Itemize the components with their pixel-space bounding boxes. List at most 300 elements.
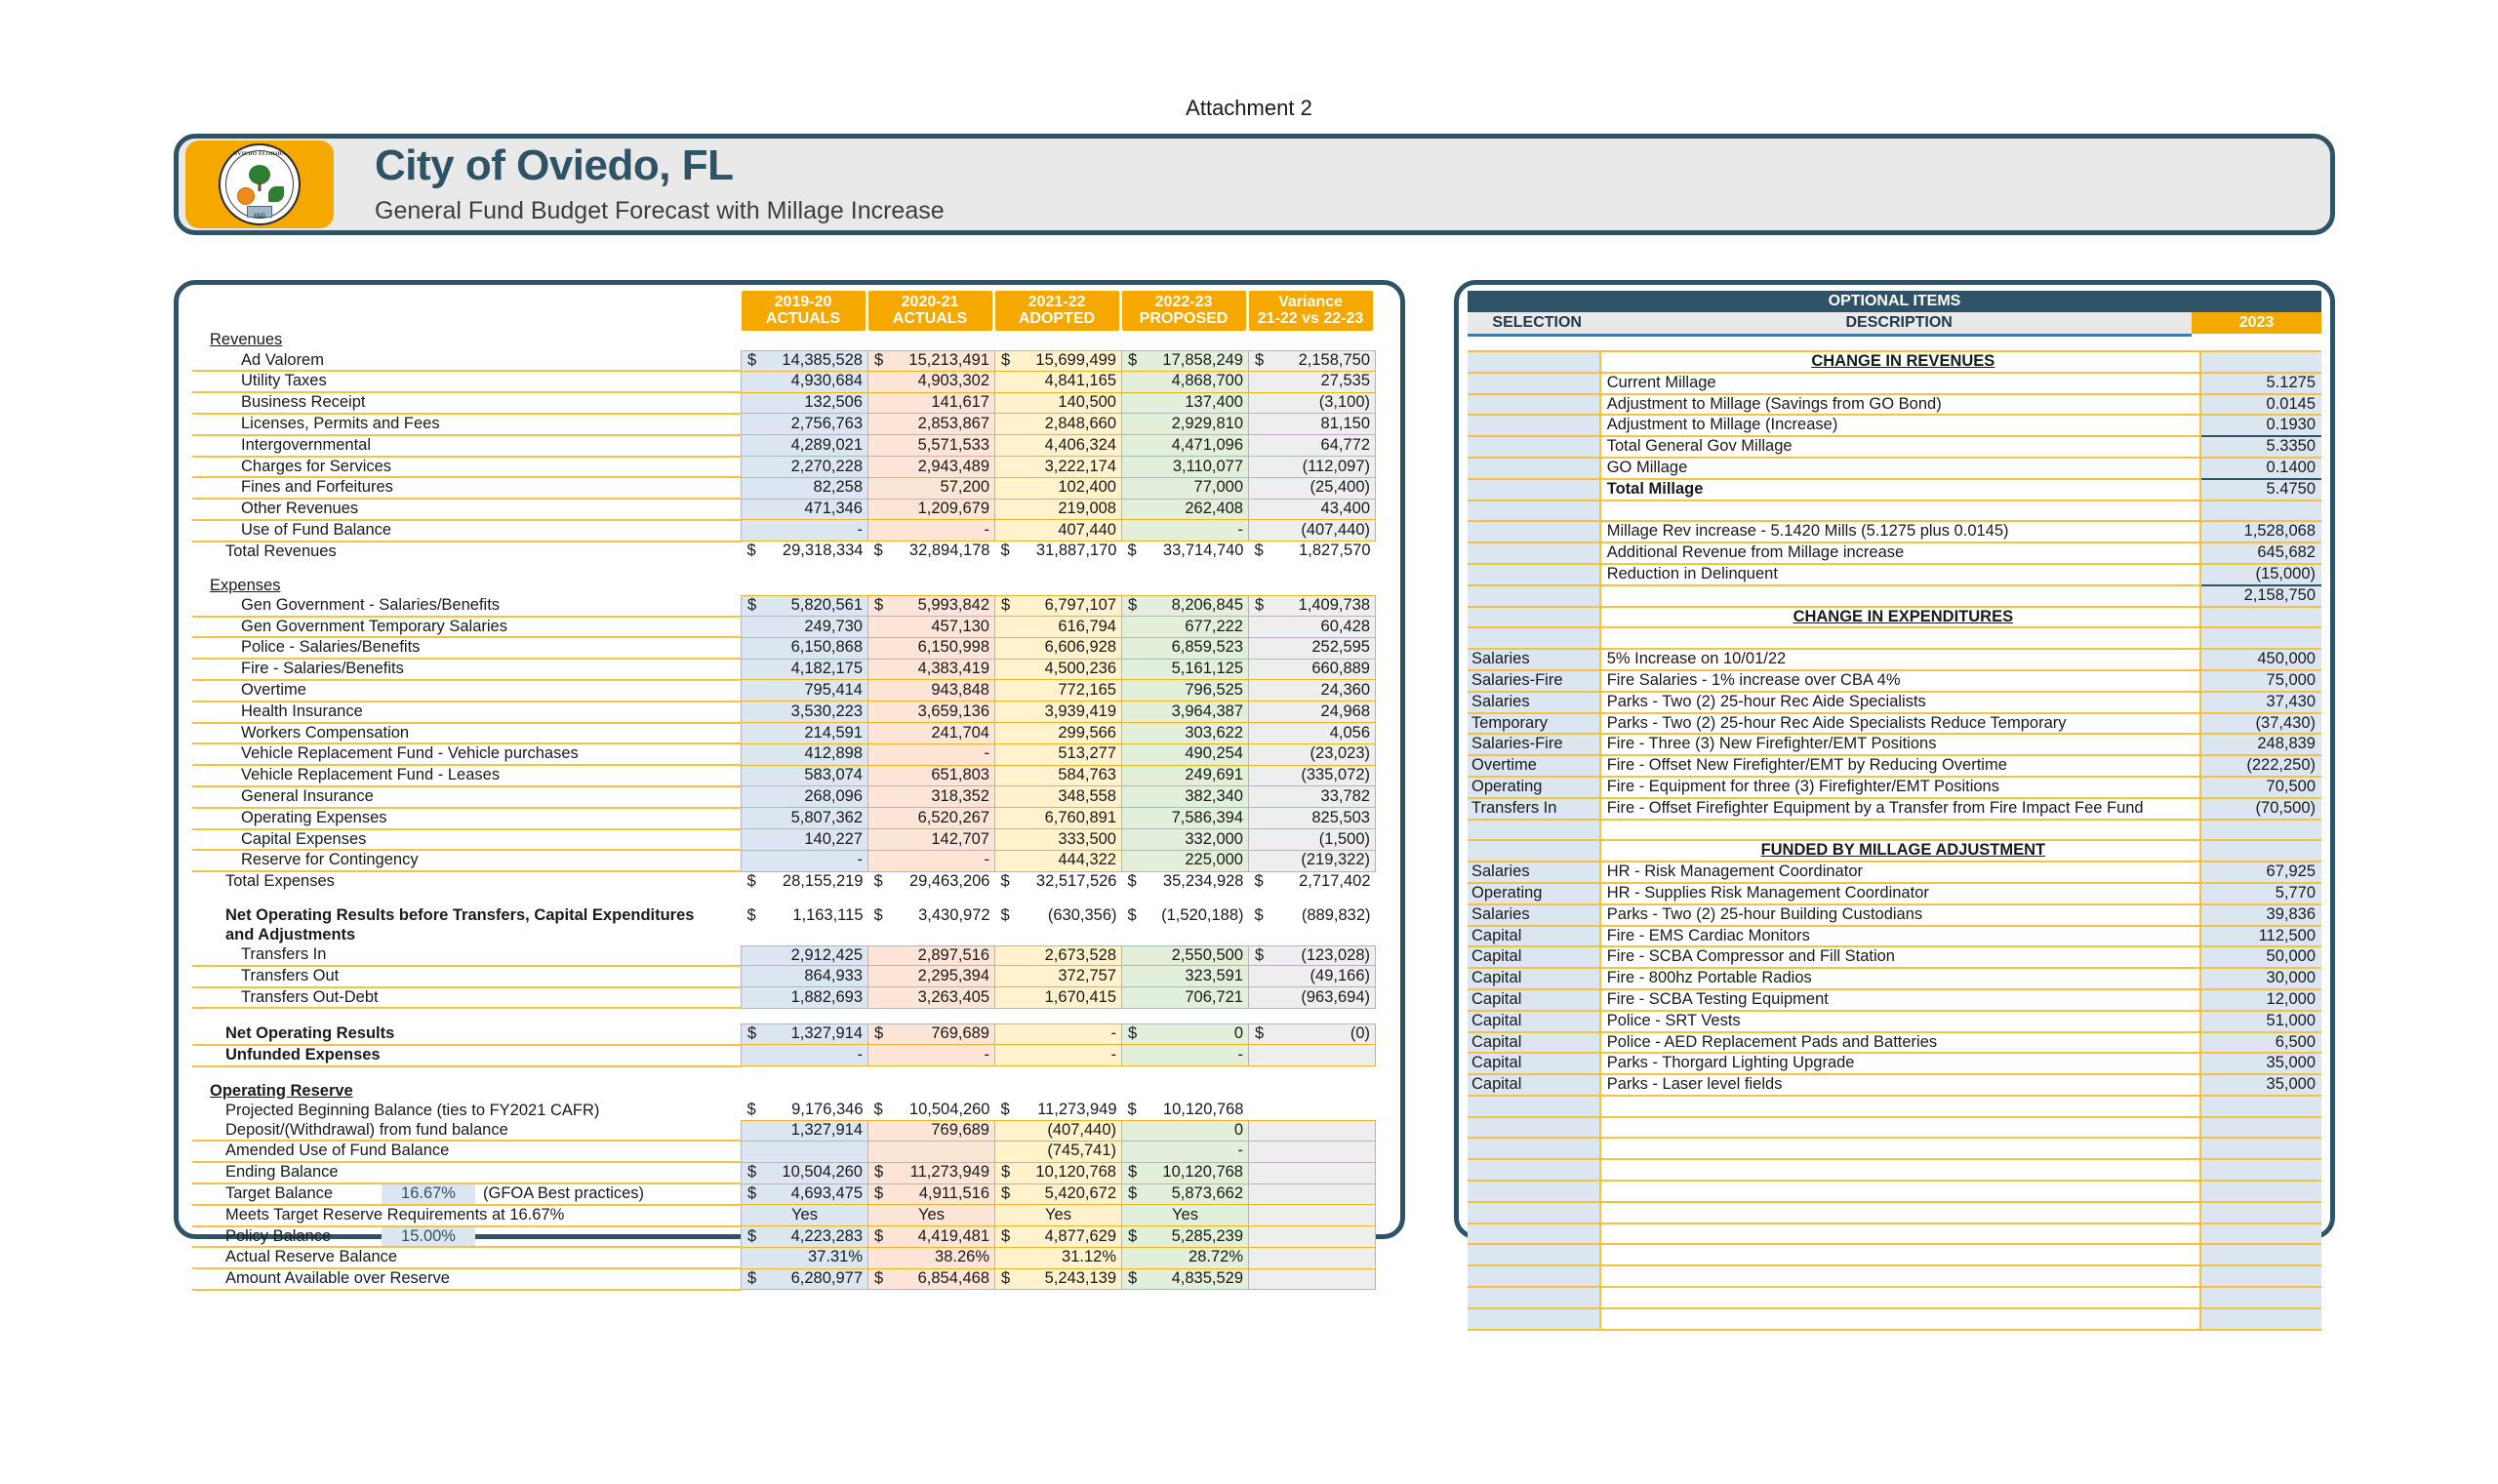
column-header-1: 2019-20 ACTUALS: [742, 291, 868, 331]
table-row: [192, 457, 1376, 478]
column-header-2: 2020-21 ACTUALS: [868, 291, 995, 331]
selection-cell[interactable]: Capital: [1468, 989, 1600, 1011]
value-cell: 450,000: [2200, 649, 2321, 670]
seal-orange-icon: [237, 187, 255, 205]
budget-cell: 27,535: [1249, 371, 1376, 392]
budget-cell: (219,322): [1249, 850, 1376, 871]
selection-cell[interactable]: Salaries: [1468, 692, 1600, 713]
description-cell: Fire Salaries - 1% increase over CBA 4%: [1600, 670, 2200, 692]
selection-cell[interactable]: [1468, 436, 1600, 458]
budget-cell: 137,400: [1122, 392, 1249, 414]
row-label: Fire - Salaries/Benefits: [192, 659, 742, 680]
column-header-5: Variance 21-22 vs 22-23: [1249, 291, 1376, 331]
budget-cell: 4,289,021: [742, 435, 868, 457]
budget-cell: 1,670,415: [995, 987, 1122, 1009]
value-cell: [2200, 1287, 2321, 1308]
budget-cell: [1249, 1082, 1376, 1102]
budget-cell: $ 32,894,178: [868, 541, 995, 562]
selection-cell[interactable]: Transfers In: [1468, 798, 1600, 820]
budget-cell: $ (123,028): [1249, 945, 1376, 966]
budget-cell: [1122, 926, 1249, 945]
seal-leaf-icon: [268, 186, 284, 202]
optional-item-row: [1468, 1202, 2321, 1223]
expenses-label: Expenses: [210, 576, 281, 594]
budget-cell: Yes: [1122, 1205, 1249, 1226]
budget-cell: $ 6,854,468: [868, 1268, 995, 1290]
budget-cell: 2,853,867: [868, 414, 995, 435]
value-cell: 5,770: [2200, 883, 2321, 904]
optional-item-row: [1468, 798, 2321, 820]
description-cell: Police - AED Replacement Pads and Batteries: [1600, 1032, 2200, 1054]
table-row: [192, 1121, 1376, 1142]
description-cell: [1600, 1159, 2200, 1181]
budget-cell: (407,440): [1249, 520, 1376, 541]
budget-cell: 0: [1122, 1121, 1249, 1142]
page-title: City of Oviedo, FL: [375, 140, 734, 189]
budget-cell: [1249, 1183, 1376, 1205]
optional-item-row: [1468, 734, 2321, 755]
description-cell: [1600, 1202, 2200, 1223]
description-cell: Parks - Two (2) 25-hour Rec Aide Specialists: [1600, 692, 2200, 713]
selection-cell[interactable]: [1468, 1287, 1600, 1308]
budget-cell: 24,360: [1249, 680, 1376, 702]
budget-cell: 583,074: [742, 765, 868, 786]
budget-cell: -: [1122, 1045, 1249, 1066]
seal-trunk-icon: [259, 182, 262, 191]
selection-cell[interactable]: Operating: [1468, 883, 1600, 904]
description-cell: Parks - Two (2) 25-hour Rec Aide Specialists Reduce Temporary: [1600, 713, 2200, 735]
budget-cell: 77,000: [1122, 477, 1249, 499]
budget-cell: [995, 576, 1122, 595]
budget-cell: -: [868, 1045, 995, 1066]
budget-cell: $ 9,176,346: [742, 1101, 868, 1120]
value-cell: [2200, 840, 2321, 862]
value-cell: 5.3350: [2200, 436, 2321, 458]
row-label: Deposit/(Withdrawal) from fund balance: [192, 1121, 742, 1142]
selection-cell[interactable]: [1468, 1138, 1600, 1159]
selection-cell[interactable]: Capital: [1468, 968, 1600, 989]
description-cell: [1600, 1287, 2200, 1308]
budget-cell: $ 33,714,740: [1122, 541, 1249, 562]
table-row: [192, 945, 1376, 966]
selection-cell[interactable]: [1468, 1159, 1600, 1181]
description-cell: Fire - EMS Cardiac Monitors: [1600, 926, 2200, 947]
budget-cell: 6,150,998: [868, 637, 995, 659]
budget-cell: 37.31%: [742, 1247, 868, 1268]
budget-cell: 772,165: [995, 680, 1122, 702]
budget-cell: $ 1,827,570: [1249, 541, 1376, 562]
budget-cell: -: [742, 1045, 868, 1066]
value-cell: [2200, 1223, 2321, 1245]
budget-cell: [868, 1082, 995, 1102]
description-cell: Adjustment to Millage (Increase): [1600, 415, 2200, 436]
spacer: [192, 291, 742, 331]
optional-item-row: [1468, 373, 2321, 394]
budget-cell: 4,056: [1249, 723, 1376, 744]
selection-cell[interactable]: [1468, 415, 1600, 436]
budget-cell: 31.12%: [995, 1247, 1122, 1268]
budget-cell: [1249, 1162, 1376, 1183]
budget-cell: 2,673,528: [995, 945, 1122, 966]
budget-cell: 3,110,077: [1122, 457, 1249, 478]
description-cell: Current Millage: [1600, 373, 2200, 394]
budget-cell: [742, 1082, 868, 1102]
selection-cell[interactable]: Salaries-Fire: [1468, 670, 1600, 692]
budget-cell: [1249, 1247, 1376, 1268]
selection-cell[interactable]: [1468, 564, 1600, 585]
selection-cell[interactable]: Capital: [1468, 1032, 1600, 1054]
budget-cell: 412,898: [742, 743, 868, 765]
row-label: Ending Balance: [192, 1162, 742, 1183]
group-title: CHANGE IN REVENUES: [1600, 351, 2200, 373]
budget-cell: 651,803: [868, 765, 995, 786]
row-label: Transfers In: [192, 945, 742, 966]
table-row: [192, 1162, 1376, 1183]
seal-bottom-text: 1925: [253, 213, 266, 219]
value-cell: 0.1400: [2200, 458, 2321, 479]
value-cell: 75,000: [2200, 670, 2321, 692]
optional-item-row: [1468, 862, 2321, 883]
budget-cell: $ 5,420,672: [995, 1183, 1122, 1205]
table-row: [192, 723, 1376, 744]
budget-cell: $ 4,419,481: [868, 1226, 995, 1248]
optional-item-row: [1468, 670, 2321, 692]
budget-cell: $ 3,430,972: [868, 906, 995, 926]
budget-cell: $ 10,504,260: [742, 1162, 868, 1183]
row-label: Workers Compensation: [192, 723, 742, 744]
selection-cell[interactable]: Temporary: [1468, 713, 1600, 735]
budget-cell: $ 4,223,283: [742, 1226, 868, 1248]
budget-cell: $ 4,911,516: [868, 1183, 995, 1205]
description-cell: Parks - Two (2) 25-hour Building Custodians: [1600, 904, 2200, 926]
budget-cell: 616,794: [995, 617, 1122, 638]
optional-item-row: [1468, 501, 2321, 522]
optional-items-title: OPTIONAL ITEMS: [1468, 291, 2321, 312]
budget-cell: $ 1,409,738: [1249, 596, 1376, 617]
budget-cell: 4,841,165: [995, 371, 1122, 392]
budget-cell: (963,694): [1249, 987, 1376, 1009]
optional-item-row: [1468, 968, 2321, 989]
optional-item-row: [1468, 820, 2321, 841]
budget-cell: 5,571,533: [868, 435, 995, 457]
budget-cell: 323,591: [1122, 966, 1249, 987]
budget-cell: 303,622: [1122, 723, 1249, 744]
budget-cell: 4,182,175: [742, 659, 868, 680]
budget-cell: [1249, 1141, 1376, 1162]
selection-cell[interactable]: [1468, 458, 1600, 479]
selection-cell[interactable]: [1468, 840, 1600, 862]
description-cell: [1600, 1138, 2200, 1159]
budget-cell: [1249, 1226, 1376, 1248]
row-label: Health Insurance: [192, 702, 742, 723]
row-label: Gen Government - Salaries/Benefits: [192, 596, 742, 617]
description-cell: Parks - Thorgard Lighting Upgrade: [1600, 1053, 2200, 1074]
budget-cell: $ 14,385,528: [742, 351, 868, 372]
selection-cell[interactable]: [1468, 1308, 1600, 1330]
budget-cell: [1249, 331, 1376, 350]
budget-cell: $ 5,243,139: [995, 1268, 1122, 1290]
budget-cell: 6,150,868: [742, 637, 868, 659]
value-cell: [2200, 1244, 2321, 1265]
budget-cell: 3,659,136: [868, 702, 995, 723]
optional-item-row: [1468, 521, 2321, 542]
table-row: [192, 520, 1376, 541]
city-seal-tile: [185, 140, 334, 228]
row-label: Charges for Services: [192, 457, 742, 478]
reserve-label: Operating Reserve: [210, 1081, 353, 1100]
optional-item-row: [1468, 1308, 2321, 1330]
value-cell: 35,000: [2200, 1074, 2321, 1096]
description-cell: [1600, 1265, 2200, 1287]
row-label: Amount Available over Reserve: [192, 1268, 742, 1290]
budget-cell: 262,408: [1122, 499, 1249, 520]
row-label: Meets Target Reserve Requirements at 16.67%: [192, 1205, 742, 1226]
table-row: [192, 371, 1376, 392]
budget-cell: 457,130: [868, 617, 995, 638]
table-row: [192, 743, 1376, 765]
budget-cell: $ 32,517,526: [995, 871, 1122, 892]
budget-cell: 60,428: [1249, 617, 1376, 638]
budget-cell: 252,595: [1249, 637, 1376, 659]
optional-group-row: [1468, 607, 2321, 628]
budget-cell: 348,558: [995, 786, 1122, 808]
selection-cell[interactable]: [1468, 1096, 1600, 1117]
budget-cell: 2,848,660: [995, 414, 1122, 435]
budget-cell: [742, 331, 868, 350]
optional-items-panel: [1454, 280, 2335, 1239]
budget-cell: 796,525: [1122, 680, 1249, 702]
selection-cell[interactable]: [1468, 1181, 1600, 1202]
selection-cell[interactable]: Salaries-Fire: [1468, 734, 1600, 755]
row-label: Business Receipt: [192, 392, 742, 414]
table-row: [192, 702, 1376, 723]
selection-cell[interactable]: [1468, 501, 1600, 522]
budget-cell: 6,760,891: [995, 808, 1122, 829]
selection-cell[interactable]: [1468, 479, 1600, 501]
table-row: [192, 1205, 1376, 1226]
row-label: Policy Balance 15.00%: [192, 1226, 742, 1248]
selection-cell[interactable]: [1468, 1265, 1600, 1287]
budget-cell: $ 11,273,949: [868, 1162, 995, 1183]
budget-cell: (112,097): [1249, 457, 1376, 478]
selection-cell[interactable]: Capital: [1468, 1011, 1600, 1032]
row-label: Use of Fund Balance: [192, 520, 742, 541]
selection-cell[interactable]: Salaries: [1468, 862, 1600, 883]
selection-cell[interactable]: Capital: [1468, 926, 1600, 947]
table-row: [192, 808, 1376, 829]
selection-cell[interactable]: [1468, 585, 1600, 607]
budget-cell: $ 10,504,260: [868, 1101, 995, 1120]
budget-cell: 3,530,223: [742, 702, 868, 723]
value-cell: (222,250): [2200, 755, 2321, 777]
description-cell: Fire - Offset Firefighter Equipment by a Transfer from Fire Impact Fee Fund: [1600, 798, 2200, 820]
value-cell: 30,000: [2200, 968, 2321, 989]
budget-cell: 4,903,302: [868, 371, 995, 392]
optional-item-row: [1468, 1138, 2321, 1159]
budget-cell: $ 2,717,402: [1249, 871, 1376, 892]
value-cell: [2200, 1308, 2321, 1330]
budget-cell: Yes: [742, 1205, 868, 1226]
optional-items-table: [1468, 350, 2321, 1331]
value-cell: [2200, 1159, 2321, 1181]
selection-cell[interactable]: [1468, 820, 1600, 841]
value-cell: [2200, 627, 2321, 649]
selection-cell[interactable]: Salaries: [1468, 904, 1600, 926]
budget-cell: 2,270,228: [742, 457, 868, 478]
value-cell: 6,500: [2200, 1032, 2321, 1054]
selection-cell[interactable]: [1468, 373, 1600, 394]
selection-cell[interactable]: [1468, 351, 1600, 373]
budget-cell: 82,258: [742, 477, 868, 499]
row-label: Net Operating Results: [192, 1024, 742, 1045]
row-label: Intergovernmental: [192, 435, 742, 457]
budget-cell: [995, 1082, 1122, 1102]
budget-cell: [995, 926, 1122, 945]
budget-cell: 81,150: [1249, 414, 1376, 435]
budget-cell: (25,400): [1249, 477, 1376, 499]
budget-cell: 825,503: [1249, 808, 1376, 829]
row-label: Police - Salaries/Benefits: [192, 637, 742, 659]
budget-cell: 3,222,174: [995, 457, 1122, 478]
description-cell: [1600, 1117, 2200, 1139]
description-cell: [1600, 1244, 2200, 1265]
selection-cell[interactable]: Capital: [1468, 1053, 1600, 1074]
selection-cell[interactable]: Capital: [1468, 946, 1600, 968]
budget-cell: 382,340: [1122, 786, 1249, 808]
description-cell: [1600, 820, 2200, 841]
description-cell: [1600, 627, 2200, 649]
optional-item-row: [1468, 1265, 2321, 1287]
budget-cell: 2,295,394: [868, 966, 995, 987]
selection-cell[interactable]: [1468, 1223, 1600, 1245]
table-row: [192, 414, 1376, 435]
description-cell: Fire - SCBA Testing Equipment: [1600, 989, 2200, 1011]
value-cell: 5.4750: [2200, 479, 2321, 501]
row-label: Vehicle Replacement Fund - Leases: [192, 765, 742, 786]
column-header-description: DESCRIPTION: [1606, 312, 2192, 337]
budget-cell: [868, 926, 995, 945]
selection-cell[interactable]: [1468, 627, 1600, 649]
value-cell: 112,500: [2200, 926, 2321, 947]
seal-tree-icon: [249, 165, 270, 184]
budget-cell: $ 10,120,768: [1122, 1162, 1249, 1183]
budget-cell: 332,000: [1122, 829, 1249, 851]
unfunded-expenses-row: [192, 1045, 1376, 1066]
optional-item-row: [1468, 755, 2321, 777]
row-label: Licenses, Permits and Fees: [192, 414, 742, 435]
budget-cell: $ 29,318,334: [742, 541, 868, 562]
budget-cell: $ 5,820,561: [742, 596, 868, 617]
table-row: [192, 786, 1376, 808]
table-row: [192, 637, 1376, 659]
budget-cell: 33,782: [1249, 786, 1376, 808]
budget-cell: 584,763: [995, 765, 1122, 786]
budget-cell: 318,352: [868, 786, 995, 808]
optional-item-row: [1468, 1117, 2321, 1139]
optional-item-row: [1468, 1032, 2321, 1054]
column-header-selection: SELECTION: [1468, 312, 1606, 337]
budget-cell: $ 31,887,170: [995, 541, 1122, 562]
row-label: Utility Taxes: [192, 371, 742, 392]
selection-cell[interactable]: Operating: [1468, 777, 1600, 798]
row-label: Ad Valorem: [192, 351, 742, 372]
budget-cell: 1,209,679: [868, 499, 995, 520]
optional-item-row: [1468, 713, 2321, 735]
budget-cell: $ 4,835,529: [1122, 1268, 1249, 1290]
budget-cell: 249,691: [1122, 765, 1249, 786]
selection-cell[interactable]: [1468, 607, 1600, 628]
budget-cell: 444,322: [995, 850, 1122, 871]
column-header-4: 2022-23 PROPOSED: [1122, 291, 1249, 331]
budget-cell: $ (889,832): [1249, 906, 1376, 926]
budget-cell: -: [995, 1024, 1122, 1045]
row-label: Operating Expenses: [192, 808, 742, 829]
optional-item-row: [1468, 926, 2321, 947]
selection-cell[interactable]: Salaries: [1468, 649, 1600, 670]
budget-cell: 24,968: [1249, 702, 1376, 723]
budget-cell: 3,939,419: [995, 702, 1122, 723]
budget-cell: [1249, 1121, 1376, 1142]
selection-cell[interactable]: [1468, 394, 1600, 416]
budget-cell: 6,859,523: [1122, 637, 1249, 659]
value-cell: [2200, 351, 2321, 373]
description-cell: Police - SRT Vests: [1600, 1011, 2200, 1032]
description-cell: Reduction in Delinquent: [1600, 564, 2200, 585]
budget-cell: 64,772: [1249, 435, 1376, 457]
value-cell: 248,839: [2200, 734, 2321, 755]
optional-item-row: [1468, 415, 2321, 436]
description-cell: GO Millage: [1600, 458, 2200, 479]
budget-cell: 225,000: [1122, 850, 1249, 871]
description-cell: [1600, 1181, 2200, 1202]
optional-group-row: [1468, 840, 2321, 862]
value-cell: 51,000: [2200, 1011, 2321, 1032]
budget-cell: 3,964,387: [1122, 702, 1249, 723]
value-cell: [2200, 1117, 2321, 1139]
description-cell: HR - Supplies Risk Management Coordinator: [1600, 883, 2200, 904]
budget-cell: 407,440: [995, 520, 1122, 541]
selection-cell[interactable]: Overtime: [1468, 755, 1600, 777]
document-header: [174, 134, 2335, 235]
description-cell: HR - Risk Management Coordinator: [1600, 862, 2200, 883]
selection-cell[interactable]: [1468, 542, 1600, 564]
description-cell: Fire - Equipment for three (3) Firefighter/EMT Positions: [1600, 777, 2200, 798]
optional-item-row: [1468, 458, 2321, 479]
selection-cell[interactable]: [1468, 1117, 1600, 1139]
selection-cell[interactable]: Capital: [1468, 1074, 1600, 1096]
selection-cell[interactable]: [1468, 1244, 1600, 1265]
optional-item-row: [1468, 946, 2321, 968]
budget-cell: 4,471,096: [1122, 435, 1249, 457]
budget-cell: [1249, 1045, 1376, 1066]
selection-cell[interactable]: [1468, 521, 1600, 542]
budget-cell: $ 5,873,662: [1122, 1183, 1249, 1205]
budget-cell: 140,500: [995, 392, 1122, 414]
budget-cell: [995, 331, 1122, 350]
net-before-transfers-row-cont: [192, 926, 1376, 945]
description-cell: [1600, 1096, 2200, 1117]
budget-cell: 333,500: [995, 829, 1122, 851]
table-row: [192, 1226, 1376, 1248]
budget-cell: Yes: [868, 1205, 995, 1226]
table-row: [192, 596, 1376, 617]
description-cell: Fire - Three (3) New Firefighter/EMT Positions: [1600, 734, 2200, 755]
description-cell: Adjustment to Millage (Savings from GO Bond): [1600, 394, 2200, 416]
selection-cell[interactable]: [1468, 1202, 1600, 1223]
optional-item-row: [1468, 436, 2321, 458]
budget-cell: 4,868,700: [1122, 371, 1249, 392]
budget-cell: $ 1,163,115: [742, 906, 868, 926]
